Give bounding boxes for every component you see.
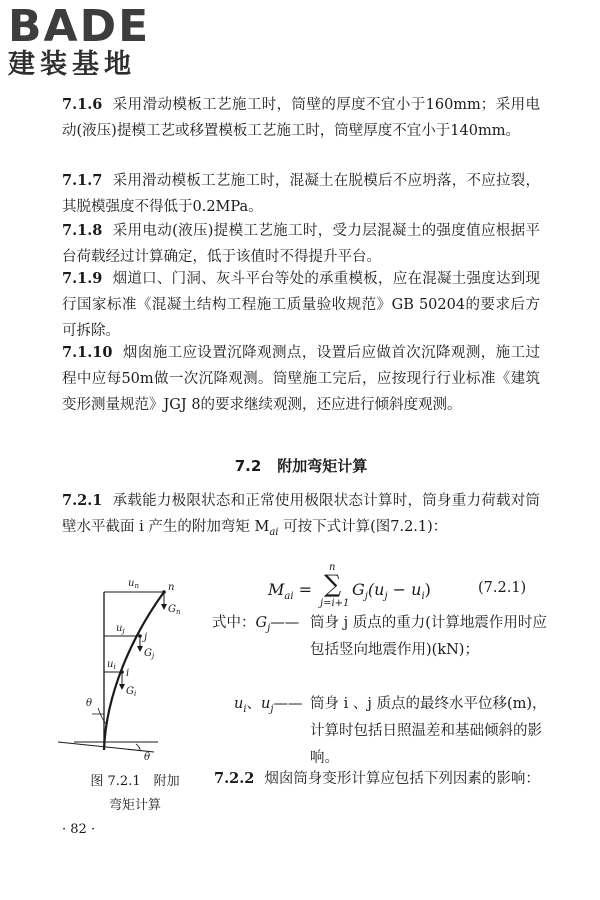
clause-number: 7.1.10 xyxy=(62,344,113,361)
formula-close: ) xyxy=(424,580,431,599)
logo xyxy=(8,1,151,80)
formula-lhs xyxy=(268,580,312,602)
gj-arrow-head xyxy=(137,646,143,652)
clause-text: 采用电动(液压)提模工艺施工时，受力层混凝土的强度值应根据平台荷载经过计算确定，低于该值时不得提升平台。 xyxy=(62,223,540,265)
clause-7-1-6 xyxy=(62,92,540,144)
label-i: i xyxy=(126,668,130,679)
formula-g: G xyxy=(352,580,365,599)
clause-7-2-1 xyxy=(62,488,540,546)
formula-u1-sub: j xyxy=(384,591,388,603)
clause-7-1-9 xyxy=(62,266,540,344)
label-gj: $G_j$ xyxy=(144,648,155,660)
definition-g-sub: j xyxy=(267,622,271,634)
formula-u2: − u xyxy=(387,580,422,599)
clause-text: 承载能力极限状态和正常使用极限状态计算时，筒身重力荷载对筒壁水平截面 i 产生的附加弯矩 M xyxy=(62,493,540,535)
definition-ui-sub: i xyxy=(243,703,247,715)
tilted-ground-line xyxy=(58,742,154,752)
clause-number: 7.2.2 xyxy=(214,770,255,787)
gi-arrow-head xyxy=(119,684,125,690)
figure-caption-line1: 图 7.2.1 附加 xyxy=(90,774,180,789)
figure-caption-line2: 弯矩计算 xyxy=(108,798,161,813)
definition-intro xyxy=(212,610,299,642)
node-j xyxy=(138,634,142,638)
formula-u2-sub: i xyxy=(421,591,425,603)
definition-u-symbols xyxy=(234,691,303,723)
gn-arrow-head xyxy=(161,604,167,610)
clause-number: 7.2.1 xyxy=(62,492,103,509)
clause-text: 采用滑动模板工艺施工时，筒壁的厚度不宜小于160mm；采用电动(液压)提模工艺或移置模板工艺施工时，筒壁厚度不宜小于140mm。 xyxy=(62,97,540,139)
section-title: 附加弯矩计算 xyxy=(277,457,368,475)
clause-7-1-10 xyxy=(62,340,540,418)
definition-intro-text: 式中： xyxy=(212,615,256,631)
formula-lhs-sub: ai xyxy=(284,591,294,603)
sum-lower-limit: j=i+1 xyxy=(320,598,350,609)
definition-g-symbol: G xyxy=(255,615,268,631)
clause-text: 采用滑动模板工艺施工时，混凝土在脱模后不应坍落，不应拉裂，其脱模强度不得低于0.2MPa。 xyxy=(62,173,540,215)
label-j: j xyxy=(144,632,148,643)
formula-rhs xyxy=(352,580,431,602)
section-heading xyxy=(62,455,540,476)
moment-subscript: ai xyxy=(269,526,279,538)
clause-number: 7.1.9 xyxy=(62,270,103,287)
label-gn: $G_n$ xyxy=(168,604,181,616)
definition-separator: 、 xyxy=(246,696,262,712)
node-i xyxy=(120,670,124,674)
label-un: $u_n$ xyxy=(128,578,139,590)
label-uj: $u_j$ xyxy=(116,623,125,635)
clause-7-1-8 xyxy=(62,218,540,270)
figure-7-2-1-diagram xyxy=(58,574,208,764)
clause-number: 7.1.7 xyxy=(62,172,103,189)
formula-u1: (u xyxy=(367,580,385,599)
clause-7-2-2 xyxy=(214,766,540,792)
definition-g-desc: 筒身 j 质点的重力(计算地震作用时应包括竖向地震作用)(kN)； xyxy=(310,615,547,658)
clause-text-continued: 可按下式计算(图7.2.1)： xyxy=(278,519,448,535)
logo-text-bottom: 建装基地 xyxy=(8,49,136,80)
clause-text: 烟道口、门洞、灰斗平台等处的承重模板，应在混凝土强度达到现行国家标准《混凝土结构工程施工质量验收规范》GB 50204的要求后方可拆除。 xyxy=(62,271,540,339)
theta-arc xyxy=(98,708,106,724)
section-number: 7.2 xyxy=(234,457,262,475)
sum-symbol: ∑ xyxy=(324,570,342,598)
definition-u xyxy=(212,691,547,772)
theta-arc-base xyxy=(136,744,140,750)
node-n xyxy=(162,590,166,594)
label-theta-top: θ xyxy=(86,698,93,709)
label-theta-bottom: θ xyxy=(144,752,151,763)
definition-dash: —— xyxy=(270,615,300,631)
symbol-definitions xyxy=(212,610,547,772)
definition-u-desc: 筒身 i 、j 质点的最终水平位移(m)，计算时包括日照温差和基础倾斜的影响。 xyxy=(310,696,547,766)
label-gi: $G_i$ xyxy=(126,686,137,698)
formula-g-sub: j xyxy=(364,591,368,603)
sum-upper-limit: n xyxy=(329,562,336,573)
definition-uj-sub: j xyxy=(270,703,274,715)
clause-7-1-7 xyxy=(62,168,540,220)
definition-g xyxy=(212,610,547,691)
figure-caption xyxy=(70,770,200,818)
definition-dash: —— xyxy=(273,696,303,712)
formula-7-2-1 xyxy=(268,562,548,616)
formula-equals: = xyxy=(293,580,313,599)
clause-text: 烟囱施工应设置沉降观测点，设置后应做首次沉降观测，施工过程中应每50m做一次沉降观测。筒壁施工完后，应按现行行业标准《建筑变形测量规范》JGJ 8的要求继续观测，还应进行倾斜度观测。 xyxy=(62,345,540,413)
definition-ui-symbol: u xyxy=(234,696,244,712)
label-ui: $u_i$ xyxy=(107,659,116,671)
clause-text: 烟囱筒身变形计算应包括下列因素的影响： xyxy=(264,771,540,787)
clause-number: 7.1.6 xyxy=(62,96,103,113)
deflected-chimney-curve xyxy=(104,592,164,750)
page-number: · 82 · xyxy=(62,822,96,837)
clause-number: 7.1.8 xyxy=(62,222,103,239)
definition-uj-symbol: u xyxy=(261,696,271,712)
formula-lhs-symbol: M xyxy=(268,580,285,599)
equation-number: (7.2.1) xyxy=(478,580,527,596)
label-n: n xyxy=(168,582,175,593)
logo-text-top: BADE xyxy=(8,1,151,52)
